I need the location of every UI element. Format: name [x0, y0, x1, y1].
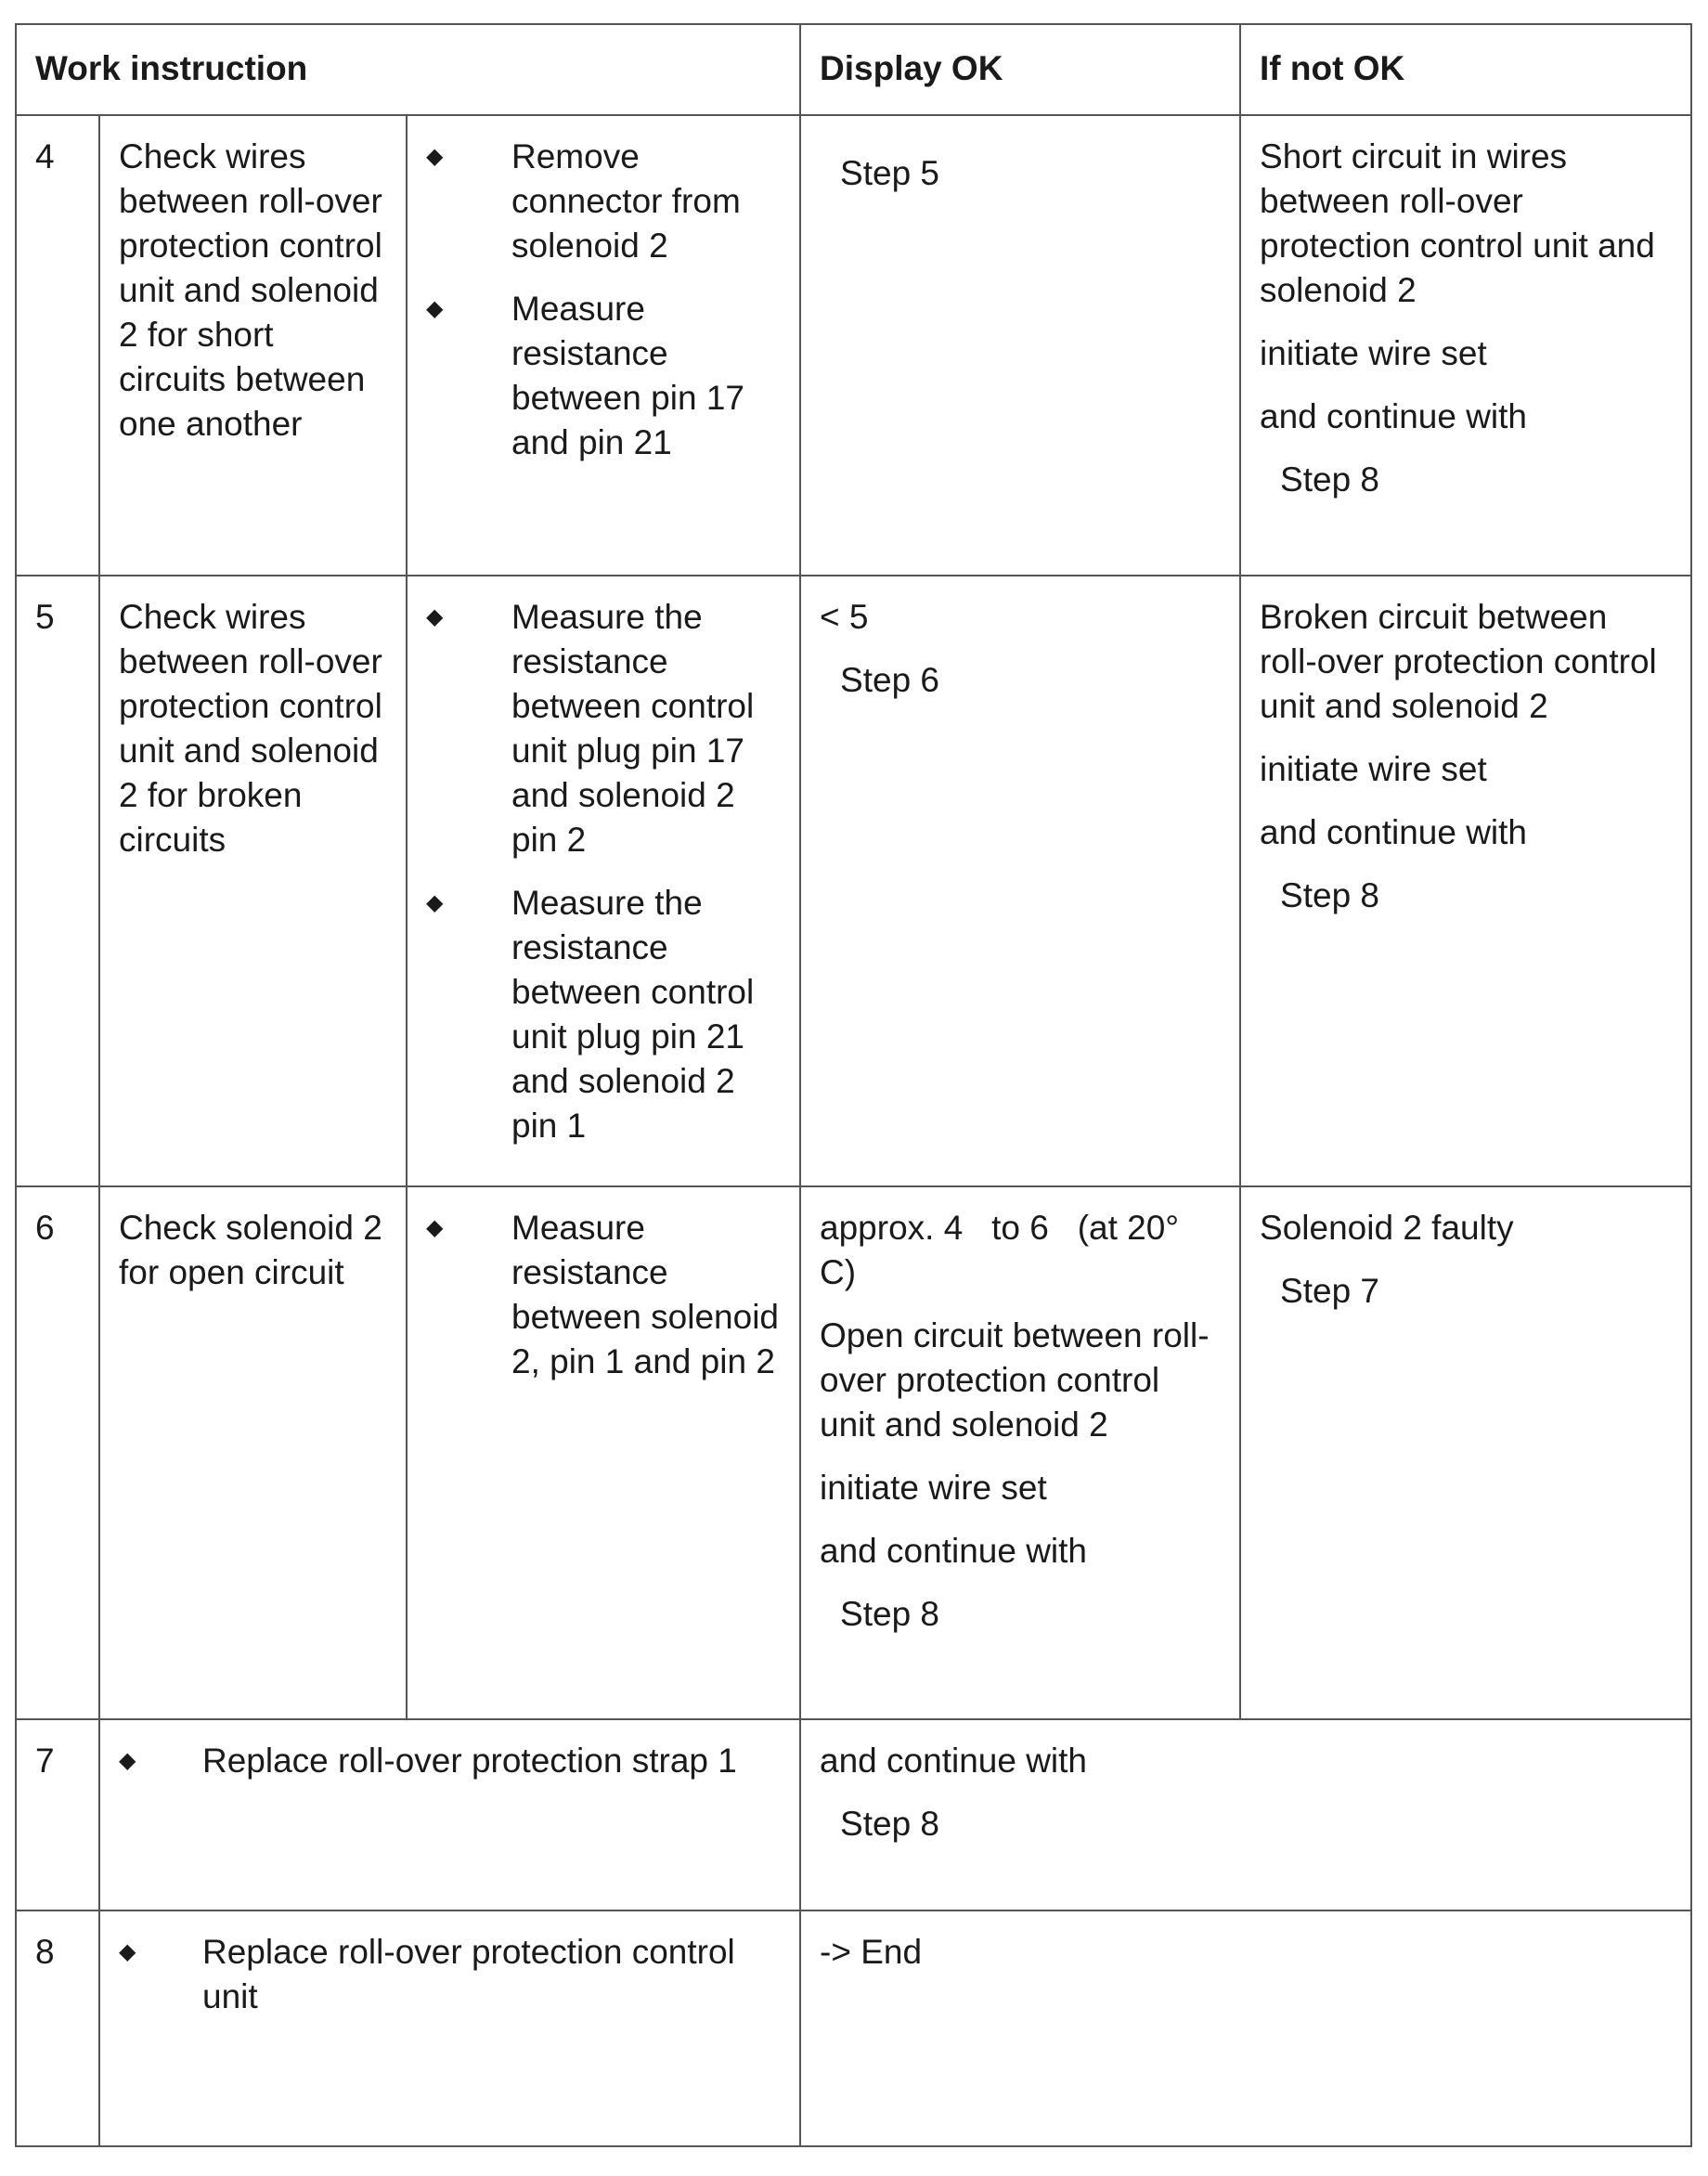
- step-number: 6: [16, 1186, 99, 1719]
- task-description: Check wires between roll-over protection control unit and solenoid 2 for short circuits between one another: [99, 115, 407, 576]
- header-display-ok: Display OK: [800, 24, 1240, 115]
- list-item: ◆ Replace roll-over protection strap 1: [119, 1739, 781, 1783]
- action-list: [99, 1719, 800, 1910]
- step-reference: Step 8: [840, 1595, 940, 1633]
- task-description: Check wires between roll-over protection control unit and solenoid 2 for broken circuits: [99, 576, 407, 1186]
- list-item: ◆ Replace roll-over protection control unit: [119, 1930, 781, 2019]
- work-instruction-table: [15, 23, 1692, 2147]
- list-item: ◆ Measure the resistance between control unit plug pin 21 and solenoid 2 pin 1: [426, 881, 781, 1148]
- table-row: [16, 1186, 1691, 1719]
- table-row: [16, 576, 1691, 1186]
- step-number: 7: [16, 1719, 99, 1910]
- list-item: ◆ Measure resistance between solenoid 2, pin 1 and pin 2: [426, 1206, 781, 1384]
- step-reference: Step 6: [840, 661, 940, 699]
- list-item: ◆ Measure the resistance between control unit plug pin 17 and solenoid 2 pin 2: [426, 595, 781, 862]
- step-reference: Step 5: [840, 154, 940, 192]
- table-row: [16, 1719, 1691, 1910]
- display-ok-cell: -> End: [800, 1910, 1691, 2146]
- if-not-ok-cell: Solenoid 2 faulty Step 7: [1240, 1186, 1691, 1719]
- table-row: [16, 115, 1691, 576]
- step-reference: Step 8: [1280, 460, 1380, 499]
- step-reference: Step 7: [1280, 1272, 1380, 1310]
- display-ok-cell: < 5 Step 6: [800, 576, 1240, 1186]
- task-description: Check solenoid 2 for open circuit: [99, 1186, 407, 1719]
- display-ok-cell: and continue with Step 8: [800, 1719, 1691, 1910]
- table-header-row: [16, 24, 1691, 115]
- diamond-icon: ◆: [426, 296, 444, 321]
- step-number: 8: [16, 1910, 99, 2146]
- diamond-icon: ◆: [426, 890, 444, 915]
- diamond-icon: ◆: [426, 604, 444, 629]
- step-number: 5: [16, 576, 99, 1186]
- step-reference: Step 8: [840, 1805, 940, 1843]
- list-item: ◆ Remove connector from solenoid 2: [426, 135, 781, 268]
- action-list: [407, 576, 800, 1186]
- step-reference: Step 8: [1280, 876, 1380, 914]
- diamond-icon: ◆: [426, 144, 444, 169]
- if-not-ok-cell: Broken circuit between roll-over protection control unit and solenoid 2 initiate wire set and continue with Step 8: [1240, 576, 1691, 1186]
- action-list: [407, 1186, 800, 1719]
- diamond-icon: ◆: [119, 1748, 136, 1773]
- header-work-instruction: Work instruction: [16, 24, 800, 115]
- step-number: 4: [16, 115, 99, 576]
- diamond-icon: ◆: [119, 1939, 136, 1964]
- action-list: [99, 1910, 800, 2146]
- action-list: [407, 115, 800, 576]
- diamond-icon: ◆: [426, 1215, 444, 1240]
- display-ok-cell: [800, 115, 1240, 576]
- list-item: ◆ Measure resistance between pin 17 and pin 21: [426, 287, 781, 465]
- table-row: [16, 1910, 1691, 2146]
- header-if-not-ok: If not OK: [1240, 24, 1691, 115]
- display-ok-cell: approx. 4 to 6 (at 20° C) Open circuit between roll-over protection control unit and solenoid 2 initiate wire set and continue with Step 8: [800, 1186, 1240, 1719]
- if-not-ok-cell: Short circuit in wires between roll-over protection control unit and solenoid 2 initiate wire set and continue with Step 8: [1240, 115, 1691, 576]
